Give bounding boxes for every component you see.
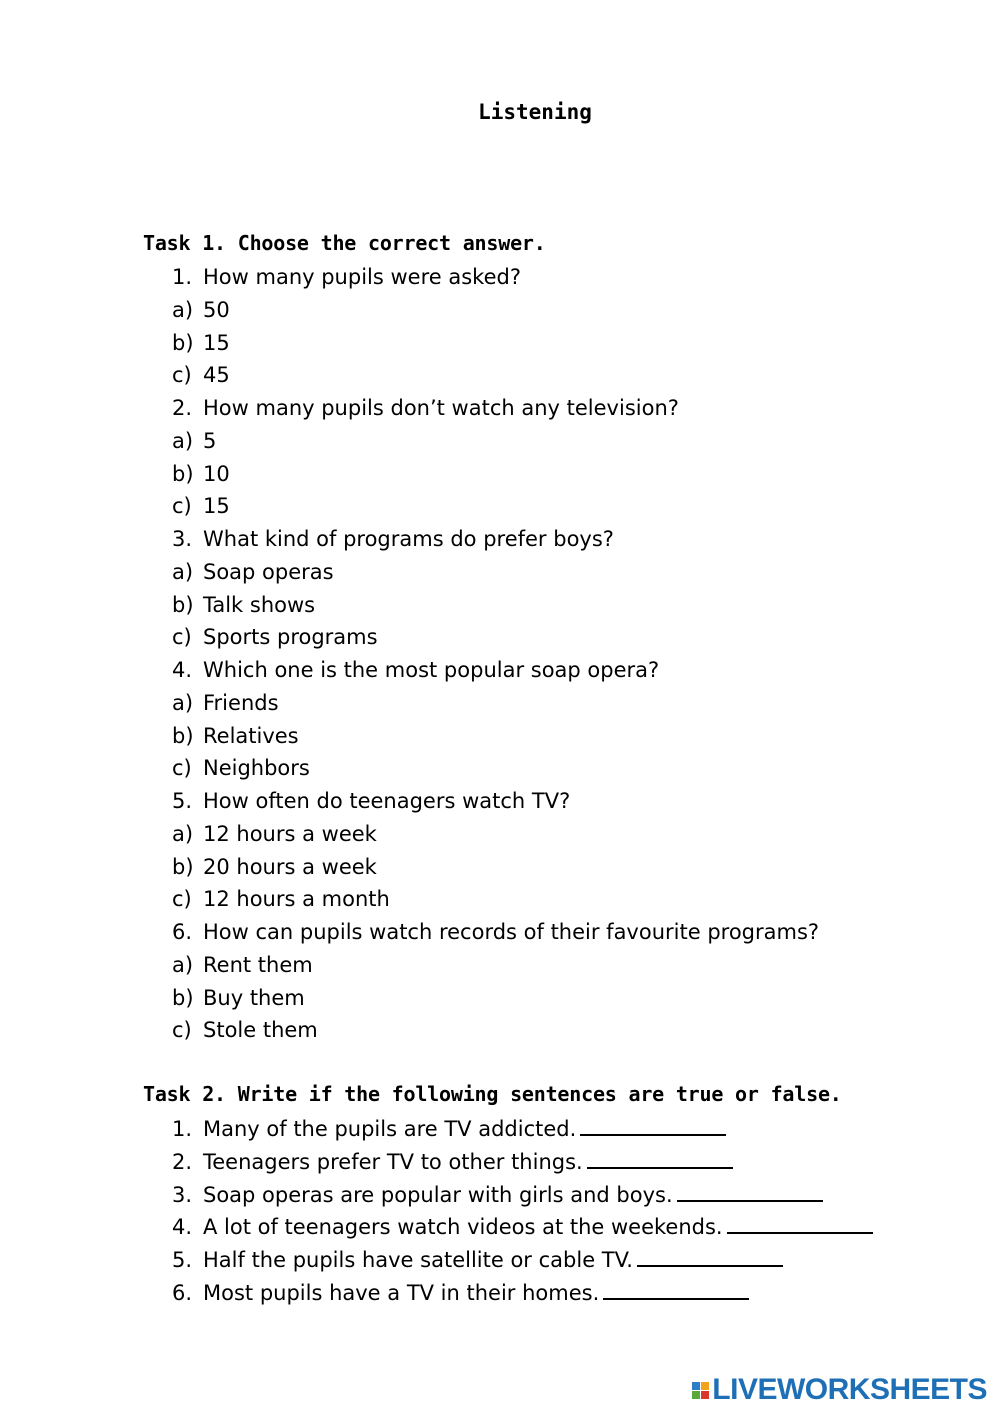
item-text: Rent them bbox=[203, 952, 313, 977]
item-text: Half the pupils have satellite or cable TV. bbox=[203, 1248, 633, 1273]
list-item bbox=[172, 1212, 873, 1241]
answer-blank[interactable] bbox=[637, 1245, 783, 1267]
item-text: Soap operas bbox=[203, 559, 334, 584]
item-text: Friends bbox=[203, 690, 279, 715]
item-marker: b) bbox=[172, 854, 194, 879]
item-text: 20 hours a week bbox=[203, 854, 377, 879]
item-text: Talk shows bbox=[203, 592, 316, 617]
item-marker: c) bbox=[172, 756, 192, 781]
item-text: 12 hours a month bbox=[203, 887, 390, 912]
list-item bbox=[172, 623, 378, 651]
item-text: Neighbors bbox=[203, 756, 310, 781]
item-marker: a) bbox=[172, 952, 194, 977]
list-item bbox=[172, 1147, 733, 1176]
item-marker: 4. bbox=[172, 1215, 193, 1240]
item-text: What kind of programs do prefer boys? bbox=[203, 527, 614, 551]
item-marker: b) bbox=[172, 723, 194, 748]
list-item bbox=[172, 591, 315, 619]
list-item bbox=[172, 329, 230, 357]
item-text: Stole them bbox=[203, 1018, 318, 1043]
list-item bbox=[172, 984, 305, 1012]
answer-blank[interactable] bbox=[603, 1278, 749, 1300]
item-marker: c) bbox=[172, 625, 192, 650]
item-marker: 6. bbox=[172, 920, 193, 944]
item-marker: 2. bbox=[172, 1149, 193, 1174]
list-item bbox=[172, 1016, 318, 1044]
item-marker: c) bbox=[172, 494, 192, 519]
item-text: 45 bbox=[203, 363, 230, 388]
item-text: How many pupils were asked? bbox=[203, 265, 521, 289]
list-item bbox=[172, 1245, 783, 1274]
item-marker: 1. bbox=[172, 1117, 193, 1141]
item-text: How many pupils don’t watch any television? bbox=[203, 396, 679, 420]
item-marker: a) bbox=[172, 297, 194, 322]
item-marker: 6. bbox=[172, 1281, 193, 1305]
list-item bbox=[172, 361, 230, 389]
list-item bbox=[172, 754, 310, 782]
list-item bbox=[172, 722, 299, 750]
list-item bbox=[172, 820, 377, 848]
item-text: A lot of teenagers watch videos at the weekends. bbox=[203, 1215, 723, 1240]
list-item bbox=[172, 918, 819, 946]
item-marker: b) bbox=[172, 985, 194, 1010]
item-marker: a) bbox=[172, 559, 194, 584]
list-item bbox=[172, 427, 216, 455]
item-marker: c) bbox=[172, 887, 192, 912]
list-item bbox=[172, 787, 570, 815]
item-marker: c) bbox=[172, 363, 192, 388]
item-marker: a) bbox=[172, 428, 194, 453]
list-item bbox=[172, 951, 313, 979]
liveworksheets-logo-icon bbox=[692, 1382, 709, 1399]
item-text: Which one is the most popular soap opera? bbox=[203, 658, 660, 682]
answer-blank[interactable] bbox=[677, 1180, 823, 1202]
item-text: 15 bbox=[203, 330, 230, 355]
item-text: 50 bbox=[203, 297, 230, 322]
answer-blank[interactable] bbox=[587, 1147, 733, 1169]
list-item bbox=[172, 492, 230, 520]
list-item bbox=[172, 656, 659, 684]
item-text: Buy them bbox=[203, 985, 305, 1010]
list-item bbox=[172, 689, 279, 717]
item-marker: 5. bbox=[172, 789, 193, 813]
list-item bbox=[172, 558, 334, 586]
item-marker: 1. bbox=[172, 265, 193, 289]
item-marker: c) bbox=[172, 1018, 192, 1043]
liveworksheets-logo bbox=[692, 1373, 987, 1407]
item-text: Teenagers prefer TV to other things. bbox=[203, 1149, 583, 1174]
item-text: 12 hours a week bbox=[203, 821, 377, 846]
item-marker: 5. bbox=[172, 1248, 193, 1273]
list-item bbox=[172, 885, 390, 913]
list-item bbox=[172, 1278, 749, 1307]
page-title: Listening bbox=[478, 100, 592, 124]
logo-text: LIVEWORKSHEETS bbox=[712, 1373, 987, 1406]
item-marker: b) bbox=[172, 592, 194, 617]
item-marker: 4. bbox=[172, 658, 193, 682]
list-item bbox=[172, 263, 521, 291]
list-item bbox=[172, 1180, 823, 1209]
item-marker: 3. bbox=[172, 1182, 193, 1207]
item-text: How can pupils watch records of their favourite programs? bbox=[203, 920, 820, 944]
list-item bbox=[172, 853, 377, 881]
item-marker: b) bbox=[172, 330, 194, 355]
item-text: Sports programs bbox=[203, 625, 378, 650]
item-marker: a) bbox=[172, 690, 194, 715]
list-item bbox=[172, 460, 230, 488]
item-marker: 3. bbox=[172, 527, 193, 551]
item-marker: a) bbox=[172, 821, 194, 846]
task2-heading: Task 2. Write if the following sentences are true or false. bbox=[143, 1082, 842, 1106]
answer-blank[interactable] bbox=[727, 1212, 873, 1234]
answer-blank[interactable] bbox=[580, 1114, 726, 1136]
item-text: 5 bbox=[203, 428, 217, 453]
item-text: 15 bbox=[203, 494, 230, 519]
item-marker: 2. bbox=[172, 396, 193, 420]
list-item bbox=[172, 296, 230, 324]
list-item bbox=[172, 394, 679, 422]
item-text: Relatives bbox=[203, 723, 299, 748]
item-text: How often do teenagers watch TV? bbox=[203, 789, 571, 813]
list-item bbox=[172, 525, 614, 553]
task1-heading: Task 1. Choose the correct answer. bbox=[143, 231, 546, 255]
item-text: Soap operas are popular with girls and boys. bbox=[203, 1182, 673, 1207]
list-item bbox=[172, 1114, 726, 1143]
item-text: 10 bbox=[203, 461, 230, 486]
item-text: Many of the pupils are TV addicted. bbox=[203, 1117, 577, 1141]
item-marker: b) bbox=[172, 461, 194, 486]
item-text: Most pupils have a TV in their homes. bbox=[203, 1281, 600, 1305]
